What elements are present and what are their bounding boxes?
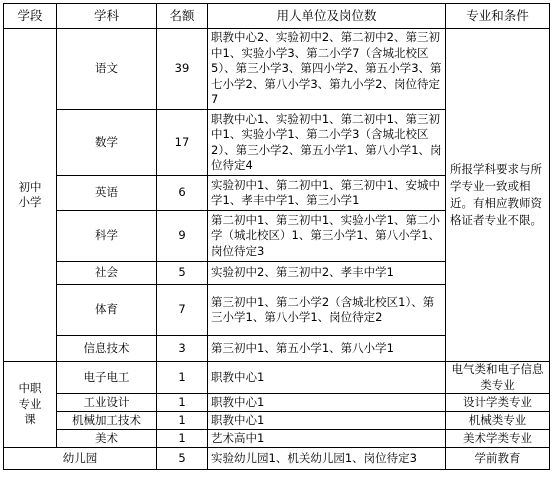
header-major: 专业和条件	[446, 4, 550, 29]
subject-cell: 信息技术	[57, 336, 157, 362]
units-cell: 职教中心1	[208, 412, 446, 430]
quota-cell: 1	[157, 394, 208, 412]
header-row	[4, 4, 550, 29]
major-primary: 所报学科要求与所学专业一致或相近。有相应教师资格证者专业不限。	[446, 29, 550, 362]
major-cell: 美术学类专业	[446, 430, 550, 448]
table-row	[4, 448, 550, 470]
quota-cell: 5	[157, 448, 208, 470]
stage-primary: 初中 小学	[4, 29, 57, 362]
quota-cell: 1	[157, 430, 208, 448]
quota-cell: 1	[157, 412, 208, 430]
subject-cell: 科学	[57, 211, 157, 262]
recruitment-table	[3, 3, 550, 470]
quota-cell: 17	[157, 110, 208, 176]
units-cell: 职教中心1	[208, 394, 446, 412]
quota-cell: 6	[157, 176, 208, 211]
table-row	[4, 394, 550, 412]
table-row	[4, 29, 550, 110]
subject-cell: 体育	[57, 285, 157, 336]
header-subject: 学科	[57, 4, 157, 29]
recruitment-table-container	[3, 3, 550, 470]
subject-cell: 美术	[57, 430, 157, 448]
subject-cell: 电子电工	[57, 362, 157, 394]
major-cell: 学前教育	[446, 448, 550, 470]
units-cell: 职教中心1	[208, 362, 446, 394]
subject-cell: 数学	[57, 110, 157, 176]
quota-cell: 5	[157, 262, 208, 285]
units-cell: 第二初中1、第三初中1、实验小学1、第二小学（城北校区）1、第三小学1、第八小学1、岗位待定3	[208, 211, 446, 262]
header-stage: 学段	[4, 4, 57, 29]
units-cell: 实验幼儿园1、机关幼儿园1、岗位待定3	[208, 448, 446, 470]
units-cell: 实验初中1、第二初中1、第三初中1、安城中学1、孝丰中学1、第三小学1	[208, 176, 446, 211]
quota-cell: 9	[157, 211, 208, 262]
table-row	[4, 412, 550, 430]
major-cell: 机械类专业	[446, 412, 550, 430]
units-cell: 艺术高中1	[208, 430, 446, 448]
units-cell: 第三初中1、第二小学2（含城北校区1）、第三小学1、第八小学1、岗位待定2	[208, 285, 446, 336]
header-units: 用人单位及岗位数	[208, 4, 446, 29]
subject-cell: 语文	[57, 29, 157, 110]
units-cell: 实验初中2、第三初中2、孝丰中学1	[208, 262, 446, 285]
stage-kindergarten: 幼儿园	[4, 448, 157, 470]
units-cell: 职教中心1、实验初中1、第二初中1、第三初中1、实验小学1、第二小学3（含城北校区2）、第三小学2、第五小学1、第八小学1、岗位待定4	[208, 110, 446, 176]
units-cell: 职教中心2、实验初中2、第二初中2、第三初中1、实验小学3、第二小学7（含城北校区5）、第三小学3、第四小学2、第五小学3、第七小学2、第八小学3、第九小学2、岗位待定7	[208, 29, 446, 110]
units-cell: 第三初中1、第五小学1、第八小学1	[208, 336, 446, 362]
quota-cell: 1	[157, 362, 208, 394]
header-quota: 名额	[157, 4, 208, 29]
subject-cell: 机械加工技术	[57, 412, 157, 430]
major-cell: 设计学类专业	[446, 394, 550, 412]
table-row	[4, 430, 550, 448]
major-cell: 电气类和电子信息类专业	[446, 362, 550, 394]
quota-cell: 3	[157, 336, 208, 362]
subject-cell: 工业设计	[57, 394, 157, 412]
quota-cell: 7	[157, 285, 208, 336]
subject-cell: 社会	[57, 262, 157, 285]
table-row	[4, 362, 550, 394]
stage-vocational: 中职 专业 课	[4, 362, 57, 448]
quota-cell: 39	[157, 29, 208, 110]
subject-cell: 英语	[57, 176, 157, 211]
